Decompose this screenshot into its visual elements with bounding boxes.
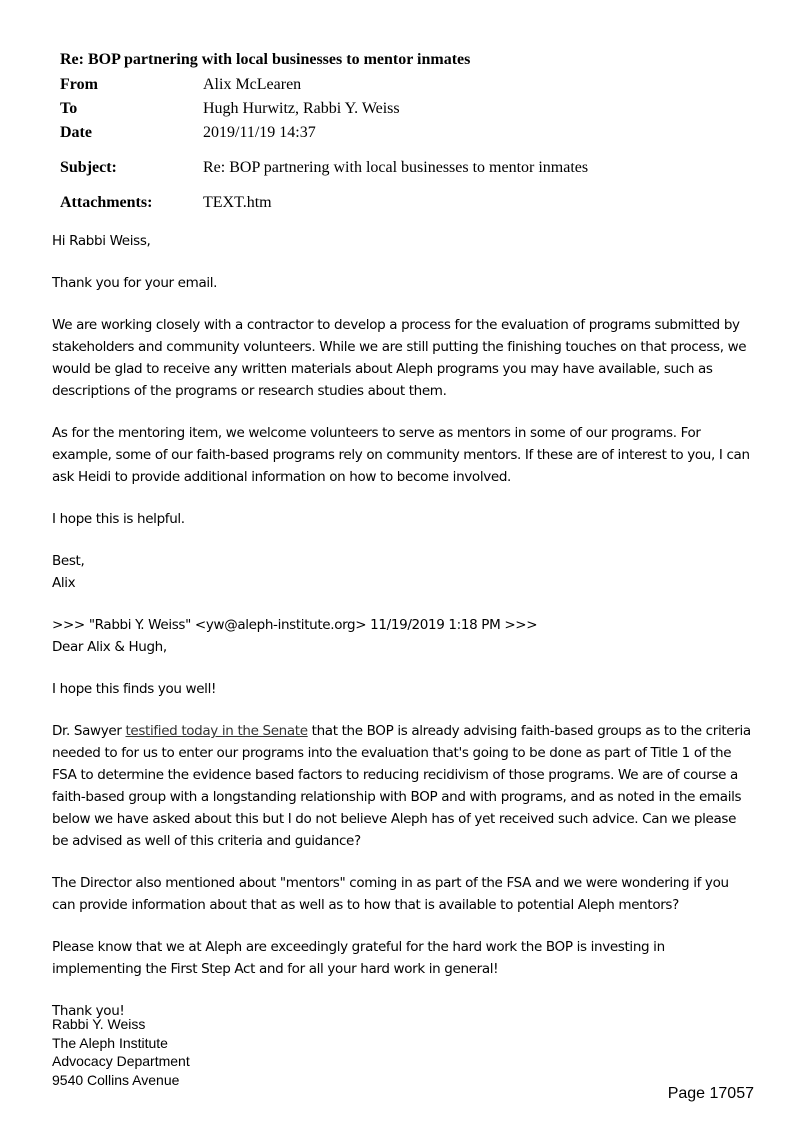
subject-row xyxy=(60,146,740,190)
to-value: Hugh Hurwitz, Rabbi Y. Weiss xyxy=(203,100,400,117)
email-body xyxy=(52,230,752,1042)
date-label: Date xyxy=(60,124,92,141)
quoted-paragraph-2 xyxy=(52,720,752,852)
subject-label: Subject: xyxy=(60,159,117,176)
signature-block xyxy=(52,1015,190,1089)
attachments-label: Attachments: xyxy=(60,194,153,211)
quoted-p2-after: that the BOP is already advising faith-based groups as to the criteria needed to for us to enter our programs into the evaluation that's going to be done as part of Title 1 of the FSA to determine the evidence based factors to reducing recidivism of those programs. We are of course a faith-based group with a longstanding relationship with BOP and with programs, and as noted in the emails below we have asked about this but I do not believe Aleph has of yet received such advice. Can we please be advised as well of this criteria and guidance? xyxy=(52,723,751,849)
quoted-paragraph-1: I hope this finds you well! xyxy=(52,681,217,697)
email-header xyxy=(60,50,740,216)
reply-paragraph-3: As for the mentoring item, we welcome volunteers to serve as mentors in some of our programs. For example, some of our faith-based programs rely on community mentors. If these are of interest to you, I can ask Heidi to provide additional information on how to become involved. xyxy=(52,425,750,485)
reply-signoff: Best, xyxy=(52,553,85,569)
attachments-row xyxy=(60,192,740,214)
date-row xyxy=(60,122,740,144)
page-number: Page 17057 xyxy=(667,1085,754,1102)
signature-line: 9540 Collins Avenue xyxy=(52,1071,180,1088)
email-title: Re: BOP partnering with local businesses to mentor inmates xyxy=(60,51,471,68)
quoted-paragraph-5: Thank you! xyxy=(52,1003,125,1019)
date-value: 2019/11/19 14:37 xyxy=(203,124,316,141)
quoted-paragraph-4: Please know that we at Aleph are exceedingly grateful for the hard work the BOP is investing in implementing the First Step Act and for all your hard work in general! xyxy=(52,939,665,977)
reply-greeting: Hi Rabbi Weiss, xyxy=(52,233,151,249)
from-label: From xyxy=(60,76,98,93)
from-value: Alix McLearen xyxy=(203,76,302,93)
signature-line: Advocacy Department xyxy=(52,1053,190,1069)
reply-paragraph-1: Thank you for your email. xyxy=(52,275,218,291)
to-row xyxy=(60,98,740,120)
reply-paragraph-2: We are working closely with a contractor to develop a process for the evaluation of programs submitted by stakeholders and community volunteers. While we are still putting the finishing touches on that process, we would be glad to receive any written materials about Aleph programs you may have available, such as descriptions of the programs or research studies about them. xyxy=(52,317,747,399)
subject-value: Re: BOP partnering with local businesses to mentor inmates xyxy=(203,159,589,176)
quoted-greeting: Dear Alix & Hugh, xyxy=(52,639,167,655)
from-row xyxy=(60,74,740,96)
quoted-header-line: >>> "Rabbi Y. Weiss" <yw@aleph-institute.org> 11/19/2019 1:18 PM >>> xyxy=(52,617,538,633)
signature-line: The Aleph Institute xyxy=(52,1034,168,1051)
reply-name: Alix xyxy=(52,575,76,591)
reply-paragraph-4: I hope this is helpful. xyxy=(52,511,185,527)
senate-testimony-link[interactable]: testified today in the Senate xyxy=(125,723,308,739)
signature-line: Rabbi Y. Weiss xyxy=(52,1016,146,1032)
quoted-paragraph-3: The Director also mentioned about "mentors" coming in as part of the FSA and we were wondering if you can provide information about that as well as to how that is available to potential Aleph mentors? xyxy=(52,875,729,913)
to-label: To xyxy=(60,100,78,117)
quoted-p2-before: Dr. Sawyer xyxy=(52,723,126,739)
attachment-file[interactable]: TEXT.htm xyxy=(203,194,272,211)
